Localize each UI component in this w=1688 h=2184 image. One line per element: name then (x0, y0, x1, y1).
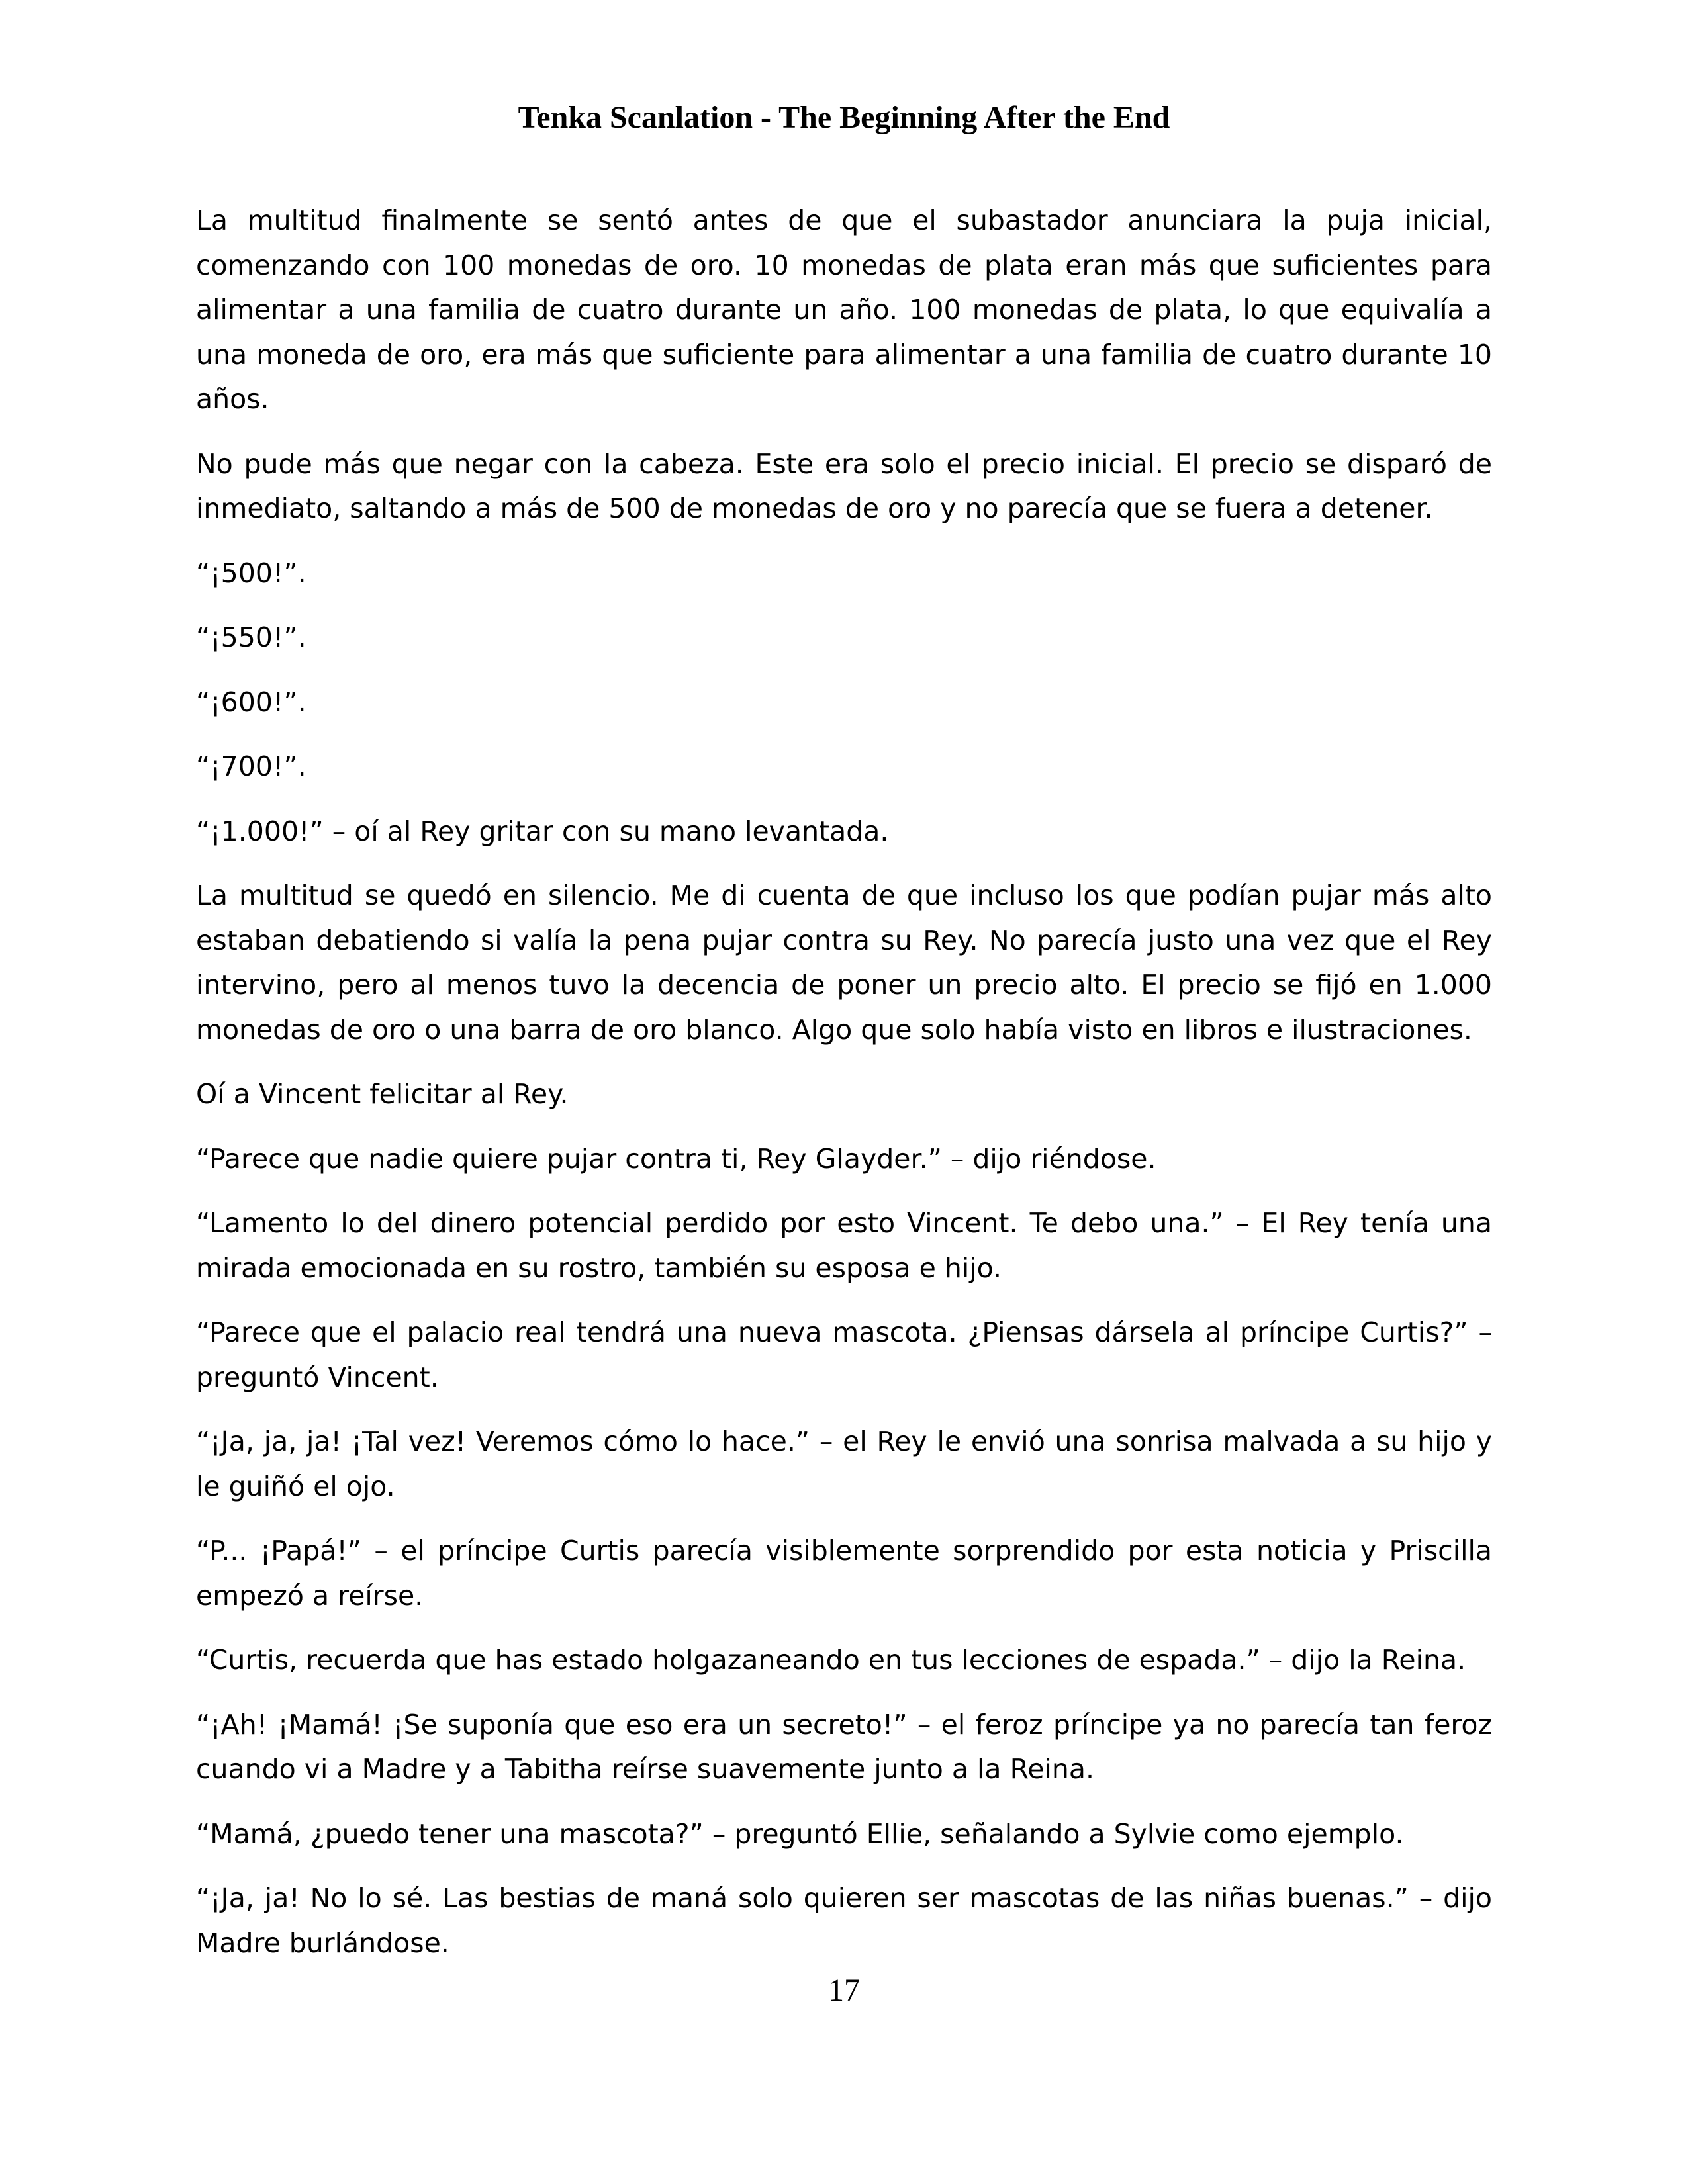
paragraph: “¡Ja, ja, ja! ¡Tal vez! Veremos cómo lo hace.” – el Rey le envió una sonrisa malvada a su hijo y le guiñó el ojo. (196, 1426, 1492, 1502)
paragraph: “Mamá, ¿puedo tener una mascota?” – preguntó Ellie, señalando a Sylvie como ejemplo. (196, 1817, 1404, 1850)
paragraph: Oí a Vincent felicitar al Rey. (196, 1078, 569, 1110)
paragraph: “Parece que el palacio real tendrá una nueva mascota. ¿Piensas dársela al príncipe Curtis?” – preguntó Vincent. (196, 1316, 1492, 1393)
paragraph: “¡550!”. (196, 621, 306, 653)
page-header-title: Tenka Scanlation - The Beginning After the End (518, 100, 1170, 135)
body-text (196, 199, 1492, 1985)
paragraph: “¡700!”. (196, 751, 306, 782)
paragraph: “¡500!”. (196, 557, 306, 589)
paragraph: “P... ¡Papá!” – el príncipe Curtis parecía visiblemente sorprendido por esta noticia y Priscilla empezó a reírse. (196, 1535, 1492, 1612)
paragraph: La multitud se quedó en silencio. Me di cuenta de que incluso los que podían pujar más alto estaban debatiendo si valía la pena pujar contra su Rey. No parecía justo una vez que el Rey intervino, pero al menos tuvo la decencia de poner un precio alto. El precio se fijó en 1.000 monedas de oro o una barra de oro blanco. Algo que solo había visto en libros e ilustraciones. (196, 880, 1492, 1046)
paragraph: “¡600!”. (196, 686, 306, 718)
paragraph: “¡1.000!” – oí al Rey gritar con su mano levantada. (196, 815, 889, 847)
paragraph: “Curtis, recuerda que has estado holgazaneando en tus lecciones de espada.” – dijo la Reina. (196, 1644, 1466, 1676)
paragraph: “¡Ah! ¡Mamá! ¡Se suponía que eso era un secreto!” – el feroz príncipe ya no parecía tan feroz cuando vi a Madre y a Tabitha reírse suavemente junto a la Reina. (196, 1708, 1492, 1785)
page-number: 17 (828, 1973, 860, 2008)
paragraph: “Lamento lo del dinero potencial perdido por esto Vincent. Te debo una.” – El Rey tenía una mirada emocionada en su rostro, también su esposa e hijo. (196, 1207, 1492, 1284)
paragraph: La multitud finalmente se sentó antes de que el subastador anunciara la puja inicial, comenzando con 100 monedas de oro. 10 monedas de plata eran más que suficientes para alimentar a una familia de cuatro durante un año. 100 monedas de plata, lo que equivalía a una moneda de oro, era más que suficiente para alimentar a una familia de cuatro durante 10 años. (196, 205, 1492, 415)
paragraph: No pude más que negar con la cabeza. Este era solo el precio inicial. El precio se disparó de inmediato, saltando a más de 500 de monedas de oro y no parecía que se fuera a detener. (196, 447, 1492, 524)
paragraph: “¡Ja, ja! No lo sé. Las bestias de maná solo quieren ser mascotas de las niñas buenas.” – dijo Madre burlándose. (196, 1882, 1492, 1959)
paragraph: “Parece que nadie quiere pujar contra ti, Rey Glayder.” – dijo riéndose. (196, 1142, 1156, 1175)
